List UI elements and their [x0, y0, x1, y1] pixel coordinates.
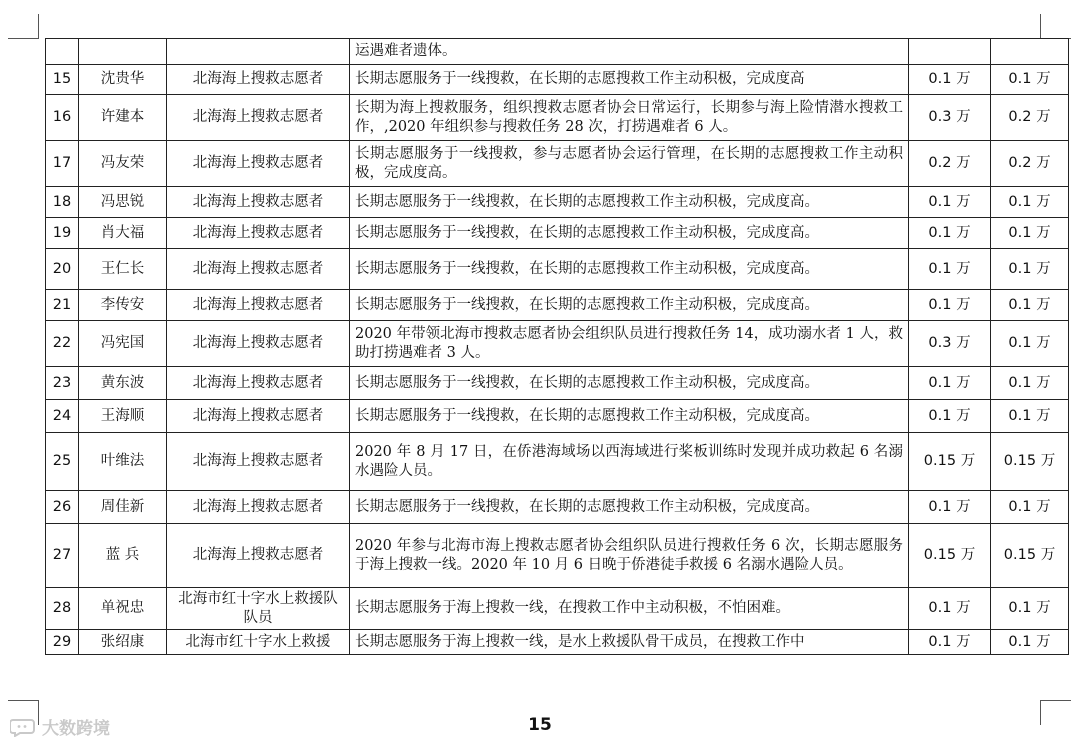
cell-description: 2020 年带领北海市搜救志愿者协会组织队员进行搜救任务 14，成功溺水者 1 人，救助打捞遇难者 3 人。	[350, 321, 909, 367]
cell-name: 冯思锐	[79, 187, 167, 218]
cell-amount-1: 0.1 万	[909, 187, 991, 218]
award-table-body	[46, 39, 1069, 655]
cell-name: 李传安	[79, 290, 167, 321]
cell-amount-1: 0.1 万	[909, 290, 991, 321]
cell-organization: 北海海上搜救志愿者	[167, 65, 350, 95]
table-row	[46, 630, 1069, 655]
cell-description: 长期志愿服务于海上搜救一线，在搜救工作中主动积极，不怕困难。	[350, 588, 909, 630]
cell-amount-1: 0.1 万	[909, 400, 991, 433]
watermark	[10, 714, 110, 739]
cell-organization: 北海市红十字水上救援队队员	[167, 588, 350, 630]
table-row	[46, 187, 1069, 218]
table-row	[46, 249, 1069, 290]
cell-number: 20	[46, 249, 79, 290]
cell-number: 29	[46, 630, 79, 655]
cell-number: 21	[46, 290, 79, 321]
cell-organization: 北海海上搜救志愿者	[167, 321, 350, 367]
cell-amount-2: 0.1 万	[991, 491, 1069, 524]
cell-name: 张绍康	[79, 630, 167, 655]
cell-number: 24	[46, 400, 79, 433]
table-row	[46, 367, 1069, 400]
cell-description: 2020 年参与北海市海上搜救志愿者协会组织队员进行搜救任务 6 次，长期志愿服务于海上搜救一线。2020 年 10 月 6 日晚于侨港徒手救援 6 名溺水遇险人员。	[350, 524, 909, 588]
cell-description: 长期志愿服务于一线搜救，在长期的志愿搜救工作主动积极，完成度高。	[350, 249, 909, 290]
cell-description: 长期志愿服务于一线搜救，在长期的志愿搜救工作主动积极，完成度高。	[350, 187, 909, 218]
cell-name: 蓝 兵	[79, 524, 167, 588]
cell-description: 长期为海上搜救服务，组织搜救志愿者协会日常运行，长期参与海上险情潜水搜救工作，,2020 年组织参与搜救任务 28 次，打捞遇难者 6 人。	[350, 95, 909, 141]
cell-organization: 北海海上搜救志愿者	[167, 290, 350, 321]
crop-mark-top-right	[1040, 14, 1071, 39]
cell-amount-2: 0.1 万	[991, 218, 1069, 249]
cell-description: 长期志愿服务于一线搜救，在长期的志愿搜救工作主动积极，完成度高。	[350, 400, 909, 433]
table-row	[46, 65, 1069, 95]
cell-amount-1: 0.1 万	[909, 630, 991, 655]
cell-organization: 北海海上搜救志愿者	[167, 187, 350, 218]
cell-amount-1: 0.1 万	[909, 367, 991, 400]
cell-description: 长期志愿服务于海上搜救一线，是水上救援队骨干成员，在搜救工作中	[350, 630, 909, 655]
cell-amount-1: 0.15 万	[909, 524, 991, 588]
cell-name: 单祝忠	[79, 588, 167, 630]
cell-amount-1: 0.3 万	[909, 321, 991, 367]
table-row	[46, 39, 1069, 65]
cell-amount-2: 0.1 万	[991, 249, 1069, 290]
table-row	[46, 433, 1069, 491]
cell-organization	[167, 39, 350, 65]
cell-amount-1: 0.1 万	[909, 491, 991, 524]
cell-amount-1: 0.3 万	[909, 95, 991, 141]
cell-organization: 北海海上搜救志愿者	[167, 218, 350, 249]
cell-amount-1: 0.1 万	[909, 218, 991, 249]
cell-number	[46, 39, 79, 65]
cell-description: 长期志愿服务于一线搜救，在长期的志愿搜救工作主动积极，完成度高。	[350, 218, 909, 249]
cell-number: 16	[46, 95, 79, 141]
table-row	[46, 400, 1069, 433]
award-table	[45, 38, 1069, 655]
table-row	[46, 588, 1069, 630]
cell-description: 长期志愿服务于一线搜救，在长期的志愿搜救工作主动积极，完成度高。	[350, 290, 909, 321]
cell-number: 27	[46, 524, 79, 588]
table-row	[46, 491, 1069, 524]
cell-amount-2: 0.15 万	[991, 433, 1069, 491]
page-number: 15	[528, 715, 552, 735]
cell-name: 黄东波	[79, 367, 167, 400]
cell-name: 冯友荣	[79, 141, 167, 187]
cell-name: 王海顺	[79, 400, 167, 433]
cell-number: 22	[46, 321, 79, 367]
cell-organization: 北海海上搜救志愿者	[167, 491, 350, 524]
cell-name: 叶维法	[79, 433, 167, 491]
cell-amount-1	[909, 39, 991, 65]
table-row	[46, 290, 1069, 321]
table-row	[46, 524, 1069, 588]
cell-amount-2	[991, 39, 1069, 65]
cell-name: 冯宪国	[79, 321, 167, 367]
cell-description: 长期志愿服务于一线搜救，在长期的志愿搜救工作主动积极，完成度高	[350, 65, 909, 95]
cell-amount-2: 0.1 万	[991, 65, 1069, 95]
cell-number: 17	[46, 141, 79, 187]
table-row	[46, 321, 1069, 367]
cell-name: 许建本	[79, 95, 167, 141]
cell-number: 18	[46, 187, 79, 218]
cell-amount-1: 0.2 万	[909, 141, 991, 187]
cell-number: 19	[46, 218, 79, 249]
chat-bubble-logo-icon	[10, 717, 36, 737]
cell-amount-2: 0.2 万	[991, 95, 1069, 141]
cell-name	[79, 39, 167, 65]
cell-number: 25	[46, 433, 79, 491]
cell-organization: 北海海上搜救志愿者	[167, 433, 350, 491]
cell-description: 长期志愿服务于一线搜救，在长期的志愿搜救工作主动积极，完成度高。	[350, 491, 909, 524]
cell-amount-2: 0.2 万	[991, 141, 1069, 187]
cell-organization: 北海海上搜救志愿者	[167, 400, 350, 433]
table-row	[46, 218, 1069, 249]
cell-amount-1: 0.1 万	[909, 249, 991, 290]
cell-amount-1: 0.1 万	[909, 65, 991, 95]
cell-name: 肖大福	[79, 218, 167, 249]
cell-amount-2: 0.1 万	[991, 400, 1069, 433]
watermark-text: 大数跨境	[42, 719, 110, 739]
cell-organization: 北海海上搜救志愿者	[167, 524, 350, 588]
cell-amount-2: 0.1 万	[991, 187, 1069, 218]
cell-amount-1: 0.1 万	[909, 588, 991, 630]
cell-amount-2: 0.1 万	[991, 588, 1069, 630]
cell-number: 26	[46, 491, 79, 524]
cell-amount-1: 0.15 万	[909, 433, 991, 491]
cell-description: 长期志愿服务于一线搜救，参与志愿者协会运行管理，在长期的志愿搜救工作主动积极，完成度高。	[350, 141, 909, 187]
table-row	[46, 95, 1069, 141]
cell-amount-2: 0.1 万	[991, 367, 1069, 400]
cell-description: 2020 年 8 月 17 日，在侨港海域场以西海域进行桨板训练时发现并成功救起 6 名溺水遇险人员。	[350, 433, 909, 491]
cell-amount-2: 0.1 万	[991, 630, 1069, 655]
crop-mark-top-left	[8, 14, 39, 39]
cell-name: 沈贵华	[79, 65, 167, 95]
cell-description: 运遇难者遗体。	[350, 39, 909, 65]
cell-amount-2: 0.15 万	[991, 524, 1069, 588]
cell-organization: 北海海上搜救志愿者	[167, 367, 350, 400]
cell-description: 长期志愿服务于一线搜救，在长期的志愿搜救工作主动积极，完成度高。	[350, 367, 909, 400]
cell-organization: 北海海上搜救志愿者	[167, 95, 350, 141]
cell-name: 周佳新	[79, 491, 167, 524]
cell-name: 王仁长	[79, 249, 167, 290]
cell-number: 28	[46, 588, 79, 630]
cell-amount-2: 0.1 万	[991, 290, 1069, 321]
cell-number: 15	[46, 65, 79, 95]
table-row	[46, 141, 1069, 187]
cell-organization: 北海市红十字水上救援	[167, 630, 350, 655]
cell-organization: 北海海上搜救志愿者	[167, 141, 350, 187]
cell-amount-2: 0.1 万	[991, 321, 1069, 367]
cell-number: 23	[46, 367, 79, 400]
cell-organization: 北海海上搜救志愿者	[167, 249, 350, 290]
